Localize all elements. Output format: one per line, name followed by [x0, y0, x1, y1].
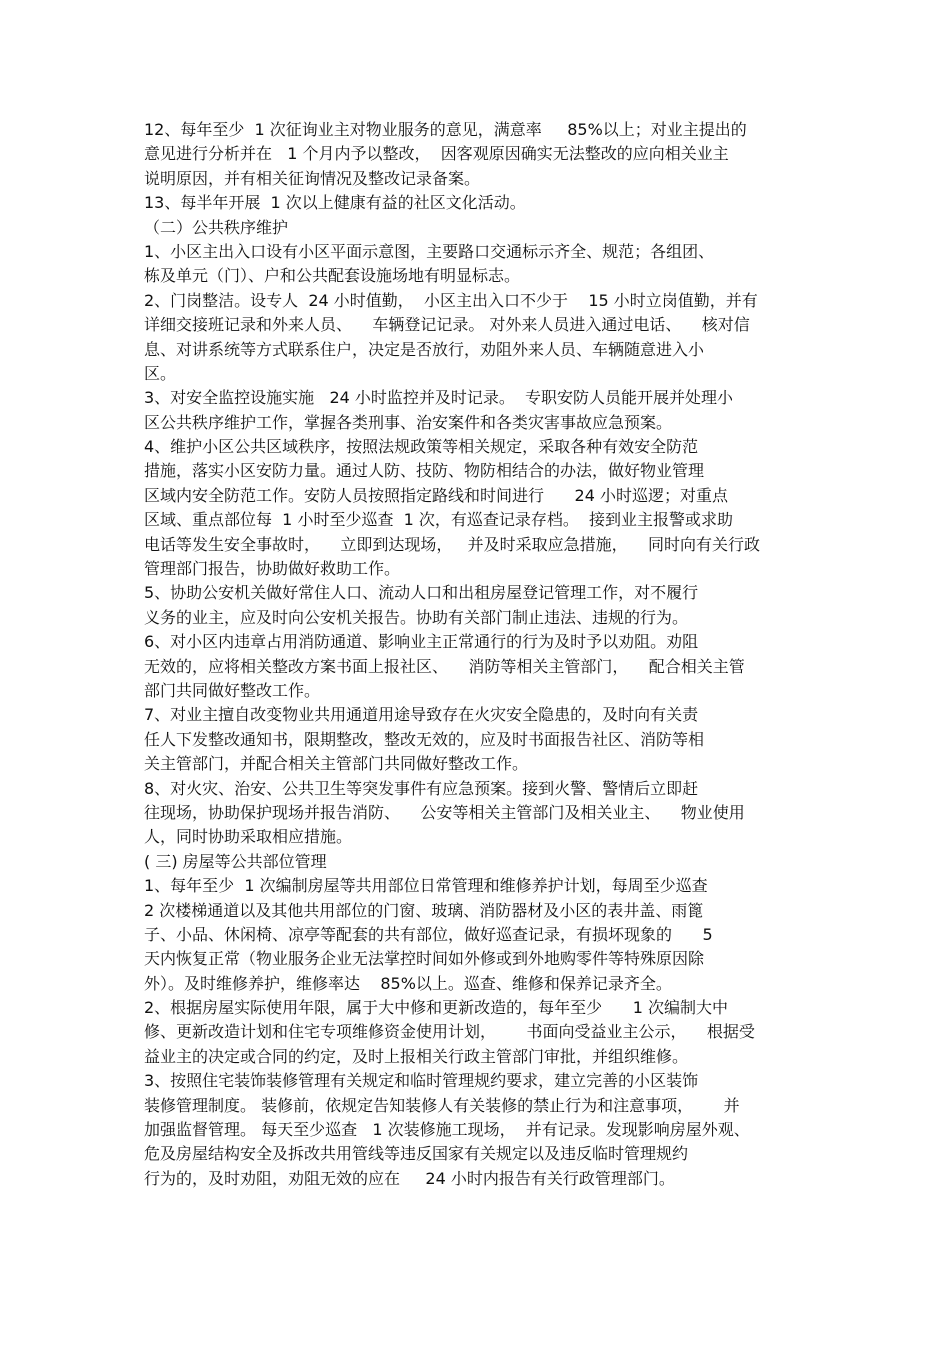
text-line: 措施，落实小区安防力量。通过人防、技防、物防相结合的办法，做好物业管理	[144, 461, 705, 481]
text-line: 12、每年至少 1 次征询业主对物业服务的意见，满意率 85%以上；对业主提出的	[144, 120, 747, 139]
text-line: 子、小品、休闲椅、凉亭等配套的共有部位，做好巡查记录，有损坏现象的 5	[144, 924, 713, 944]
text-line: 意见进行分析并在 1 个月内予以整改， 因客观原因确实无法整改的应向相关业主	[144, 144, 729, 164]
text-line: 关主管部门，并配合相关主管部门共同做好整改工作。	[144, 754, 529, 774]
text-line: 无效的，应将相关整改方案书面上报社区、 消防等相关主管部门， 配合相关主管	[144, 656, 745, 676]
text-line: 益业主的决定或合同的约定，及时上报相关行政主管部门审批，并组织维修。	[144, 1046, 689, 1066]
text-line: 说明原因，并有相关征询情况及整改记录备案。	[144, 168, 481, 188]
text-line: 部门共同做好整改工作。	[144, 680, 321, 700]
text-line: 5、协助公安机关做好常住人口、流动人口和出租房屋登记管理工作，对不履行	[144, 583, 699, 603]
text-line: 区域内安全防范工作。安防人员按照指定路线和时间进行 24 小时巡逻；对重点	[144, 485, 728, 505]
text-line: 区。	[144, 363, 177, 383]
text-line: 6、对小区内违章占用消防通道、影响业主正常通行的行为及时予以劝阻。劝阻	[144, 632, 699, 652]
text-line: 天内恢复正常（物业服务企业无法掌控时间如外修或到外地购零件等特殊原因除	[144, 949, 705, 969]
text-line: 管理部门报告，协助做好救助工作。	[144, 559, 401, 579]
text-line: 1、小区主出入口设有小区平面示意图，主要路口交通标示齐全、规范；各组团、	[144, 241, 715, 261]
document-body	[144, 118, 816, 1191]
text-line: 区公共秩序维护工作，掌握各类刑事、治安案件和各类灾害事故应急预案。	[144, 412, 673, 432]
text-line: （二）公共秩序维护	[144, 217, 289, 237]
text-line: 人，同时协助采取相应措施。	[144, 827, 353, 847]
text-line: 义务的业主，应及时向公安机关报告。协助有关部门制止违法、违规的行为。	[144, 607, 689, 627]
text-line: 4、维护小区公共区域秩序，按照法规政策等相关规定，采取各种有效安全防范	[144, 437, 699, 457]
text-line: 详细交接班记录和外来人员、 车辆登记记录。 对外来人员进入通过电话、 核对信	[144, 315, 750, 335]
text-line: 7、对业主擅自改变物业共用通道用途导致存在火灾安全隐患的，及时向有关责	[144, 705, 699, 725]
text-line: 修、更新改造计划和住宅专项维修资金使用计划， 书面向受益业主公示， 根据受	[144, 1022, 755, 1042]
text-line: 电话等发生安全事故时， 立即到达现场， 并及时采取应急措施， 同时向有关行政	[144, 534, 760, 554]
text-line: 栋及单元（门）、户和公共配套设施场地有明显标志。	[144, 266, 521, 286]
text-line: ( 三) 房屋等公共部位管理	[144, 851, 327, 871]
text-line: 行为的，及时劝阻，劝阻无效的应在 24 小时内报告有关行政管理部门。	[144, 1168, 675, 1188]
text-line: 息、对讲系统等方式联系住户，决定是否放行，劝阻外来人员、车辆随意进入小	[144, 339, 705, 359]
text-line: 加强监督管理。 每天至少巡查 1 次装修施工现场， 并有记录。发现影响房屋外观、	[144, 1120, 750, 1140]
text-line: 3、按照住宅装饰装修管理有关规定和临时管理规约要求，建立完善的小区装饰	[144, 1071, 699, 1091]
text-line: 8、对火灾、治安、公共卫生等突发事件有应急预案。接到火警、警情后立即赶	[144, 778, 699, 798]
text-line: 2、门岗整洁。设专人 24 小时值勤， 小区主出入口不少于 15 小时立岗值勤，并有	[144, 290, 758, 310]
text-line: 往现场，协助保护现场并报告消防、 公安等相关主管部门及相关业主、 物业使用	[144, 802, 745, 822]
text-line: 外）。及时维修养护，维修率达 85%以上。巡查、维修和保养记录齐全。	[144, 973, 672, 993]
text-line: 装修管理制度。 装修前，依规定告知装修人有关装修的禁止行为和注意事项， 并	[144, 1095, 740, 1115]
text-line: 2 次楼梯通道以及其他共用部位的门窗、玻璃、消防器材及小区的表井盖、雨篦	[144, 900, 704, 920]
text-line: 任人下发整改通知书，限期整改，整改无效的，应及时书面报告社区、消防等相	[144, 729, 705, 749]
text-line: 1、每年至少 1 次编制房屋等共用部位日常管理和维修养护计划，每周至少巡查	[144, 876, 708, 896]
text-line: 区域、重点部位每 1 小时至少巡查 1 次，有巡查记录存档。 接到业主报警或求助	[144, 510, 734, 530]
text-line: 13、每半年开展 1 次以上健康有益的社区文化活动。	[144, 193, 526, 213]
text-line: 危及房屋结构安全及拆改共用管线等违反国家有关规定以及违反临时管理规约	[144, 1144, 689, 1164]
text-line: 3、对安全监控设施实施 24 小时监控并及时记录。 专职安防人员能开展并处理小	[144, 388, 734, 408]
text-line: 2、根据房屋实际使用年限，属于大中修和更新改造的，每年至少 1 次编制大中	[144, 998, 728, 1018]
